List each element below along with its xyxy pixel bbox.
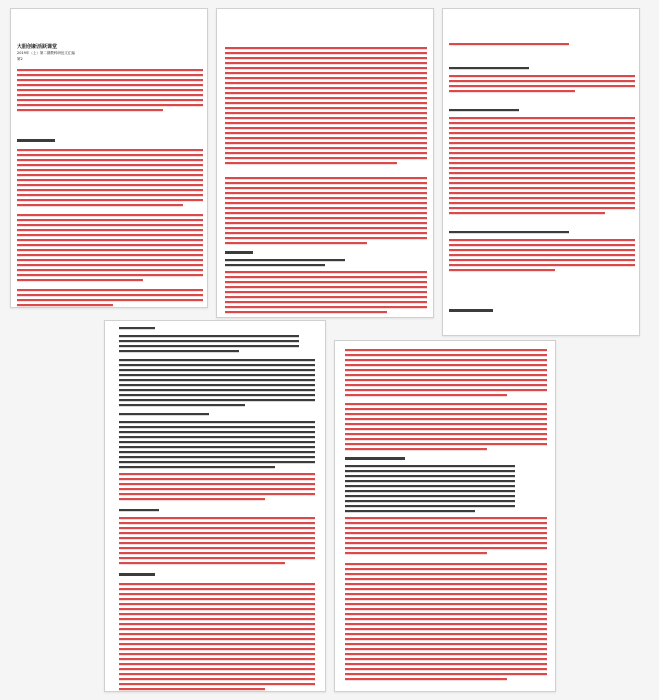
text-line [345,374,547,376]
text-line [119,359,315,361]
text-line [225,57,427,59]
text-line [225,271,427,273]
text-line [119,562,285,564]
text-line [119,658,315,660]
text-line [225,207,427,209]
text-line [345,485,515,487]
text-line [17,239,203,241]
text-line [225,67,427,69]
text-line [225,177,427,179]
text-line [345,394,507,396]
text-line [119,527,315,529]
text-line [119,394,315,396]
text-line [449,239,635,241]
text-line [449,187,635,189]
text-line [119,379,315,381]
text-line [449,202,635,204]
text-line [119,498,265,500]
text-line [225,259,345,261]
text-line [119,345,299,347]
text-line [225,232,427,234]
text-line [345,418,547,420]
text-line [225,162,397,164]
text-line [17,194,203,196]
text-line [345,583,547,585]
text-line [225,127,427,129]
text-line [345,568,547,570]
document-page-3 [442,8,640,336]
text-line [225,122,427,124]
text-line [119,648,315,650]
text-line [225,251,253,254]
text-line [225,276,427,278]
text-line [345,638,547,640]
text-line [17,94,203,96]
text-line [449,122,635,124]
text-line [345,532,547,534]
text-line [225,222,427,224]
text-line [225,202,427,204]
text-line [345,408,547,410]
text-line [225,182,427,184]
text-line [345,653,547,655]
text-line [119,384,315,386]
text-line [119,593,315,595]
text-line [345,527,547,529]
page-marker: 第2 [17,57,23,61]
text-line [345,510,475,512]
text-line [345,448,487,450]
document-page-4 [104,320,326,692]
text-line [119,340,299,342]
text-line [119,663,315,665]
text-line [119,683,315,685]
text-line [449,244,635,246]
page-5-text-lines [335,341,556,692]
text-line [119,573,155,576]
text-line [17,224,203,226]
text-line [345,423,547,425]
text-line [119,426,315,428]
text-line [345,379,547,381]
text-line [17,259,203,261]
text-line [345,588,547,590]
text-line [345,403,547,405]
text-line [345,480,515,482]
text-line [449,249,635,251]
text-line [345,643,547,645]
text-line [225,301,427,303]
text-line [449,67,529,69]
text-line [449,132,635,134]
text-line [119,618,315,620]
text-line [449,167,635,169]
text-line [225,187,427,189]
text-line [345,443,547,445]
text-line [449,157,635,159]
text-line [225,192,427,194]
text-line [119,399,315,401]
text-line [17,299,203,301]
text-line [119,436,315,438]
text-line [17,229,203,231]
text-line [345,389,547,391]
text-line [17,234,203,236]
text-line [119,466,275,468]
text-line [345,678,507,680]
text-line [345,517,547,519]
text-line [449,259,635,261]
text-line [345,475,515,477]
text-line [119,369,315,371]
text-line [119,522,315,524]
text-line [17,249,203,251]
text-line [225,72,427,74]
text-line [345,495,515,497]
text-line [119,638,315,640]
text-line [449,75,635,77]
text-line [345,608,547,610]
text-line [119,446,315,448]
page-subtitle: 2019年（上）第二期教科研论文汇编 [17,51,75,55]
text-line [119,557,315,559]
text-line [17,79,203,81]
text-line [345,384,547,386]
page-2-text-lines [217,9,434,318]
text-line [345,505,515,507]
text-line [449,197,635,199]
text-line [449,254,635,256]
text-line [17,169,203,171]
text-line [225,311,387,313]
text-line [17,74,203,76]
text-line [225,286,427,288]
text-line [345,563,547,565]
text-line [17,89,203,91]
text-line [119,517,315,519]
text-line [119,389,315,391]
text-line [449,142,635,144]
text-line [17,149,203,151]
text-line [225,82,427,84]
text-line [225,197,427,199]
text-line [345,552,487,554]
text-line [17,294,203,296]
text-line [17,104,203,106]
text-line [449,177,635,179]
text-line [345,613,547,615]
text-line [225,132,427,134]
text-line [345,369,547,371]
text-line [345,438,547,440]
text-line [119,483,315,485]
text-line [225,281,427,283]
text-line [345,364,547,366]
text-line [449,264,635,266]
text-line [345,470,515,472]
text-line [225,52,427,54]
text-line [17,159,203,161]
text-line [119,374,315,376]
text-line [345,500,515,502]
text-line [17,254,203,256]
text-line [449,162,635,164]
text-line [17,214,203,216]
text-line [225,227,427,229]
text-line [345,349,547,351]
text-line [449,109,519,111]
text-line [119,688,265,690]
text-line [119,473,315,475]
text-line [119,598,315,600]
text-line [345,542,547,544]
text-line [119,441,315,443]
text-line [119,404,245,406]
text-line [345,522,547,524]
text-line [119,653,315,655]
text-line [17,199,203,201]
text-line [449,269,555,271]
document-page-1 [10,8,208,308]
text-line [119,547,315,549]
text-line [17,69,203,71]
text-line [345,633,547,635]
text-line [17,204,183,206]
text-line [449,309,493,312]
text-line [449,192,635,194]
text-line [345,628,547,630]
text-line [345,578,547,580]
text-line [119,421,315,423]
text-line [345,354,547,356]
text-line [449,127,635,129]
text-line [225,217,427,219]
text-line [17,109,163,111]
text-line [225,306,427,308]
text-line [17,179,203,181]
text-line [345,359,547,361]
text-line [17,99,203,101]
text-line [225,147,427,149]
text-line [225,97,427,99]
text-line [17,189,203,191]
text-line [119,350,239,352]
text-line [225,62,427,64]
text-line [449,117,635,119]
text-line [17,289,203,291]
text-line [345,593,547,595]
text-line [449,147,635,149]
text-line [119,633,315,635]
text-line [17,174,203,176]
text-line [449,231,569,233]
text-line [17,219,203,221]
text-line [17,264,203,266]
text-line [119,588,315,590]
text-line [119,493,315,495]
text-line [17,84,203,86]
text-line [225,152,427,154]
text-line [119,643,315,645]
text-line [345,668,547,670]
text-line [119,456,315,458]
text-line [345,537,547,539]
text-line [119,603,315,605]
text-line [449,43,569,45]
text-line [449,80,635,82]
page-1-text-lines [11,9,208,308]
text-line [119,583,315,585]
text-line [345,663,547,665]
text-line [225,92,427,94]
text-line [345,465,515,467]
text-line [119,623,315,625]
text-line [345,457,405,460]
text-line [119,542,315,544]
text-line [17,269,203,271]
text-line [449,172,635,174]
text-line [345,547,547,549]
text-line [225,242,367,244]
text-line [119,478,315,480]
text-line [119,364,315,366]
text-line [119,327,155,329]
text-line [345,490,515,492]
text-line [119,461,315,463]
text-line [225,102,427,104]
text-line [449,207,635,209]
text-line [345,623,547,625]
page-title: 大胆创新活跃课堂 [17,44,58,50]
page-3-text-lines [443,9,640,336]
text-line [17,164,203,166]
text-line [225,237,427,239]
text-line [345,673,547,675]
text-line [17,279,143,281]
text-line [345,573,547,575]
text-line [225,47,427,49]
text-line [345,648,547,650]
document-page-5 [334,340,556,692]
text-line [345,428,547,430]
text-line [225,142,427,144]
text-line [225,107,427,109]
text-line [119,608,315,610]
text-line [225,291,427,293]
text-line [225,117,427,119]
text-line [119,628,315,630]
document-page-2 [216,8,434,318]
text-line [449,212,605,214]
text-line [225,296,427,298]
text-line [119,613,315,615]
page-4-text-lines [105,321,326,692]
text-line [345,618,547,620]
text-line [449,85,635,87]
text-line [119,673,315,675]
text-line [17,184,203,186]
text-line [17,139,55,142]
text-line [345,413,547,415]
text-line [17,304,113,306]
text-line [17,274,203,276]
text-line [225,137,427,139]
text-line [119,413,209,415]
text-line [17,244,203,246]
text-line [17,154,203,156]
text-line [225,87,427,89]
text-line [119,488,315,490]
text-line [119,431,315,433]
text-line [345,598,547,600]
text-line [345,433,547,435]
text-line [449,182,635,184]
text-line [225,264,325,266]
text-line [119,668,315,670]
text-line [119,335,299,337]
text-line [119,509,159,511]
text-line [225,157,427,159]
text-line [225,212,427,214]
text-line [225,112,427,114]
text-line [345,658,547,660]
text-line [119,552,315,554]
text-line [119,451,315,453]
text-line [119,532,315,534]
text-line [449,137,635,139]
text-line [225,77,427,79]
text-line [119,537,315,539]
text-line [449,152,635,154]
text-line [449,90,575,92]
text-line [119,678,315,680]
text-line [345,603,547,605]
